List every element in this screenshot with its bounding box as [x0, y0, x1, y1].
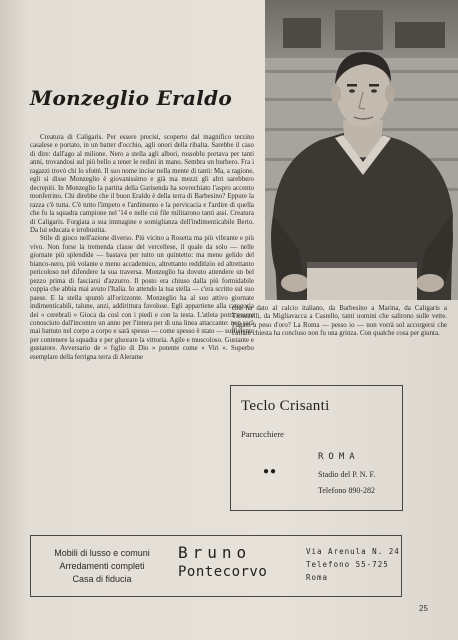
advert-trade: Parrucchiere — [241, 429, 284, 439]
advert-brand-first: Bruno — [178, 543, 252, 562]
advert-name: Teclo Crisanti — [241, 398, 330, 414]
bullet-dots-icon: ●● — [263, 466, 278, 477]
advert-line: Mobili di lusso e comuni — [54, 548, 150, 558]
advert-mobili — [30, 535, 402, 597]
advert-line: Casa di fiducia — [72, 574, 132, 584]
advert-parrucchiere — [230, 385, 403, 511]
advert-phone: Telefono 890-282 — [318, 486, 375, 495]
article-column-left — [30, 134, 254, 362]
player-figure — [265, 0, 458, 300]
article-paragraph: Stile di gioco nell'azione diverso. Più vicino a Rosetta ma più vibrante e più vivo. Non forse la tremenda classe del vercellese, il quale da solo — nelle giornate più splendide — bastava per tutto un quintetto: ma meno gelido del bianco-nero, più volante e meno accademico, altrettanto redditizio ed altrettanto pericoloso nel difendere la sua traversa. Monzeglio ha dovuto attendere un bel pezzo prima di fasciarsi d'azzurro. Il posto era chiuso dalla più formidabile coppia che abbia mai avuto l'Italia. Io attendo la tua stella — c'era scritto sul suo paese. E la stella spuntò all'orizzonte. Monzeglio ha al suo attivo giornate indimenticabili, talune, anzi, addirittura favolose. Egli appartiene alla categoria dei « cerebrali » Gioca da così con i piedi e con la testa. L'atleta potrà essere conosciuto dall'incontro un anno per l'intera per di una linea attaccante: non sarà mai battuto nel corpo a corpo e sarà spesso — come spesso è stato — sufficiente per contenere la squadra e per gluorare la vittoria. Agile e muscoloso. Gustante e gustatore. Avversario de « figlio di Dio » potente come « Viri ». Superbo esemplare della ferrigna terra di Alerame — [30, 235, 254, 361]
advert-address: Stadio del P. N. F. — [318, 470, 376, 479]
article-column-right — [232, 305, 447, 339]
article-title: Monzeglio Eraldo — [30, 86, 233, 110]
page-number: 25 — [419, 604, 428, 613]
advert-brand-last: Pontecorvo — [178, 564, 268, 580]
advert-line: Roma — [306, 573, 329, 582]
advert-line: Arredamenti completi — [59, 561, 145, 571]
player-photo — [265, 0, 458, 300]
article-paragraph: Creatura di Caligaris. Per essere precisi, scoperto dal magnifico terzino casalese e portato, in un batter d'occhio, agli onori della ribalta. Sarebbe il caso di dire: dall'ago al milione. Nero a stella agli albori, rossoblu portava per tanti anni, trovandosi sul più bello a tener le redini in mano. Sembra un burbero. Fra i ragazzi trovò chi lo sfottè. Il suo nome incise nella mente di tanti: Ma, a ragione, egli si disse Monzeglio è giovanissimo e già ma mezzi gli altri sarebbero decrepiti. In Monzeglio la partita della Garisenda ha sovrechiato l'aspro accento monferrino. Chi direbbe che il buon Eraldo è della terra di Barbesino? Eppure la razza c'è tutta. C'è tutto l'impeto e l'ardimento e la pervicacia e l'ardire di quella che fu la squadra campione nel '14 e nelle cui file militarono tanti assi. Creatura di Caligaris. Forgiata a sua immagine e somiglianza dell'indimenticabile Berto. Da lui educata e irrobustita. — [30, 134, 254, 234]
advert-line: Via Arenula N. 24 — [306, 547, 400, 556]
advert-line: Telefono 55-725 — [306, 560, 389, 569]
advert-city: ROMA — [318, 452, 360, 462]
article-paragraph: che ha dato al calcio italiano, da Barbesino a Marina, da Caligaris a Ticozzelli, da Migliavacca a Castello, tanti uomini che salirono sulle vette. Pagato a peso d'oro? La Roma — pesso io — non vorrà sol accorgersi che l'affare chiesta ha concluso non fu una grinza. Con qualche cosa per giunta. — [232, 305, 447, 338]
